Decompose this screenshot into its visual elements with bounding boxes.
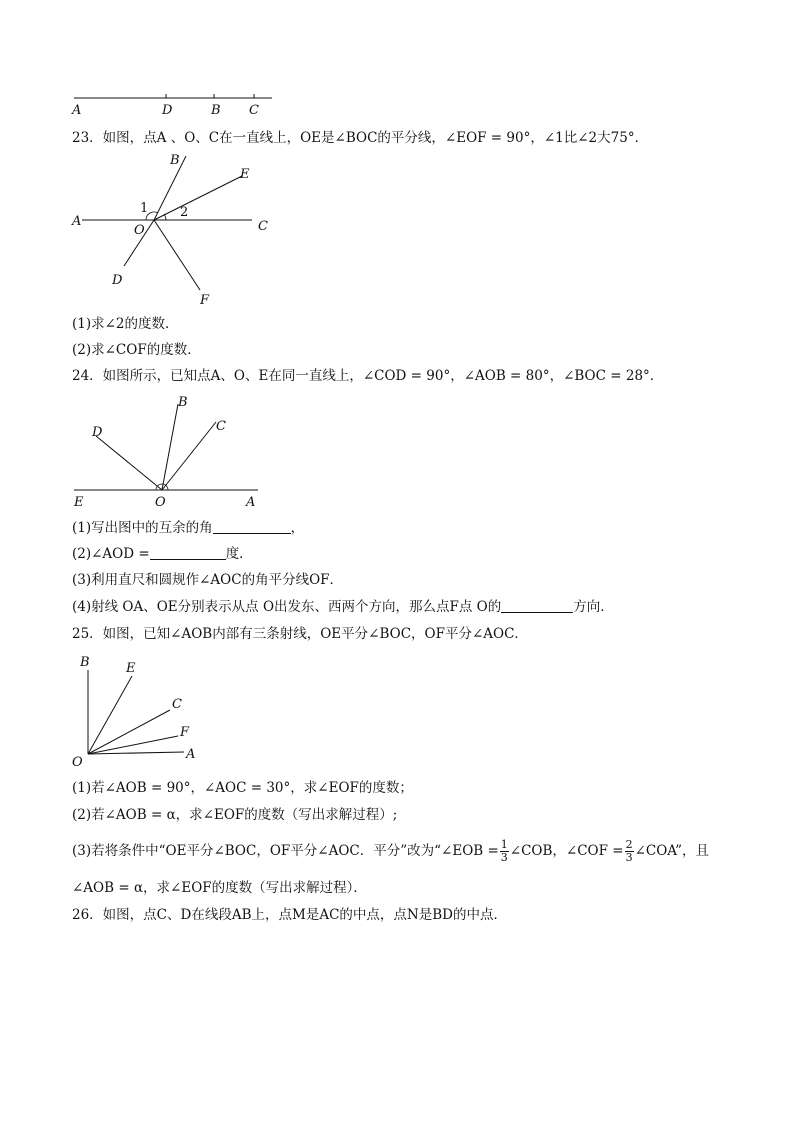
- q23-stem: 23．如图，点A 、O、C在一直线上，OE是∠BOC的平分线，∠EOF = 90°，∠1比∠2大75°．: [72, 130, 649, 146]
- fraction-one-third: [500, 839, 509, 864]
- q25-label-a: A: [186, 747, 196, 762]
- point-c-label: C: [249, 103, 259, 118]
- fraction-two-thirds: [625, 839, 634, 864]
- q23-part-1: (1)求∠2的度数．: [72, 316, 179, 332]
- q25-part-1: (1)若∠AOB = 90°，∠AOC = 30°，求∠EOF的度数；: [72, 780, 413, 796]
- q24-label-o: O: [155, 495, 166, 510]
- q24-angle-figure: [66, 392, 276, 512]
- segment-figure-adbc: [66, 86, 286, 118]
- answer-blank[interactable]: [213, 520, 291, 534]
- q24-part-1: [72, 519, 304, 537]
- q25-label-o: O: [72, 755, 83, 770]
- point-d-label: D: [162, 103, 173, 118]
- fraction-denominator: 3: [625, 851, 633, 864]
- q25-part-3-text-c: ∠COA”，且: [634, 843, 709, 859]
- q25-part-3-text-b: ∠COB，∠COF =: [509, 843, 624, 859]
- point-a-label: A: [72, 103, 82, 118]
- q25-stem: 25．如图，已知∠AOB内部有三条射线，OE平分∠BOC，OF平分∠AOC．: [72, 626, 528, 642]
- q25-label-b: B: [80, 655, 90, 670]
- point-b-label: B: [211, 103, 221, 118]
- q23-angle-2-label: 2: [180, 205, 189, 220]
- q23-label-d: D: [112, 273, 123, 288]
- q25-label-e: E: [126, 661, 136, 676]
- q23-label-o: O: [134, 223, 145, 238]
- q26-stem: 26．如图，点C、D在线段AB上，点M是AC的中点，点N是BD的中点．: [72, 907, 507, 923]
- q24-part-1-text: (1)写出图中的互余的角: [72, 520, 213, 536]
- q24-part-2: [72, 545, 253, 563]
- fraction-denominator: 3: [500, 851, 508, 864]
- q24-part-1-end: ，: [290, 520, 305, 536]
- q24-label-a: A: [246, 495, 256, 510]
- q23-angle-figure: [66, 150, 286, 310]
- q24-label-b: B: [178, 395, 188, 410]
- q24-part-4-end: 方向．: [573, 599, 614, 615]
- q25-label-f: F: [180, 725, 190, 740]
- q23-part-2: (2)求∠COF的度数．: [72, 342, 201, 358]
- q23-angle-1-label: 1: [140, 201, 149, 216]
- fraction-numerator: 1: [500, 838, 508, 851]
- q24-label-d: D: [92, 425, 103, 440]
- q25-angle-figure: [66, 648, 216, 772]
- q23-label-c: C: [258, 219, 268, 234]
- q23-label-b: B: [170, 153, 180, 168]
- q23-label-a: A: [72, 214, 82, 229]
- answer-blank[interactable]: [501, 599, 573, 613]
- q24-label-c: C: [216, 419, 226, 434]
- q24-part-3: (3)利用直尺和圆规作∠AOC的角平分线OF．: [72, 572, 344, 588]
- q24-label-e: E: [74, 495, 84, 510]
- q25-part-3-continued: ∠AOB = α，求∠EOF的度数（写出求解过程）．: [72, 880, 367, 896]
- q24-part-4-text: (4)射线 OA、OE分别表示从点 O出发东、西两个方向，那么点F点 O的: [72, 599, 502, 615]
- q23-label-f: F: [200, 293, 210, 308]
- q25-label-c: C: [172, 697, 182, 712]
- q24-stem: 24．如图所示，已知点A、O、E在同一直线上，∠COD = 90°，∠AOB = 80°，∠BOC = 28°．: [72, 368, 664, 384]
- q25-part-3: [72, 834, 709, 868]
- q25-part-2: (2)若∠AOB = α，求∠EOF的度数（写出求解过程）;: [72, 807, 398, 823]
- answer-blank[interactable]: [150, 546, 226, 560]
- q24-part-2-text: (2)∠AOD =: [72, 546, 150, 562]
- q23-label-e: E: [240, 167, 250, 182]
- q24-part-2-end: 度．: [225, 546, 253, 562]
- q25-part-3-text-a: (3)若将条件中“OE平分∠BOC，OF平分∠AOC．平分”改为“∠EOB =: [72, 843, 499, 859]
- q24-part-4: [72, 598, 614, 616]
- fraction-numerator: 2: [625, 838, 633, 851]
